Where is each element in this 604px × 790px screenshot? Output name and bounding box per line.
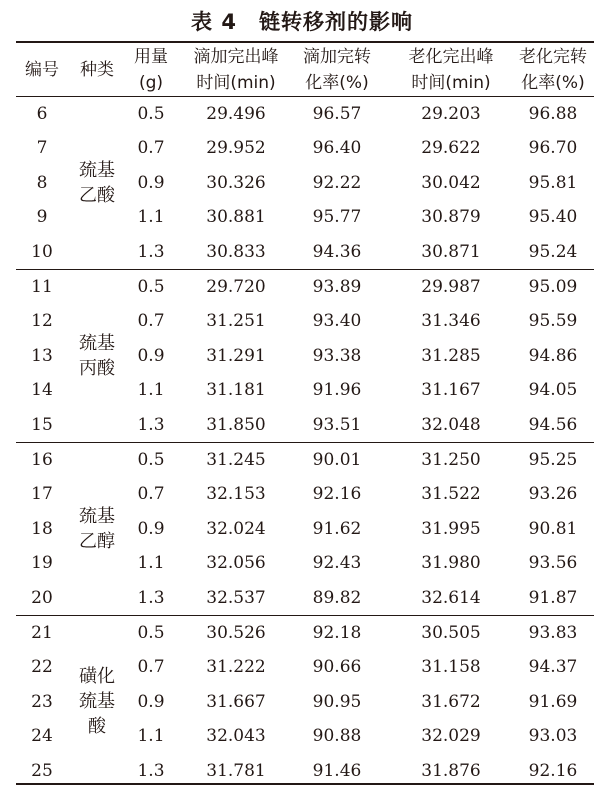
table-cell: 0.5 [137,277,165,297]
table-cell: 1.3 [137,587,165,608]
table-cell: 0.7 [137,484,165,505]
table-cell: 30.326 [206,172,266,193]
row-number: 11 [31,277,53,297]
column-header-unit: 化率(%) [305,73,369,93]
table-cell: 91.46 [312,760,362,781]
table-cell: 31.285 [421,345,481,366]
row-number: 25 [31,760,53,781]
category-label: 乙酸 [79,184,115,206]
table-cell: 1.3 [137,414,165,435]
table-cell: 96.40 [312,138,362,159]
table-cell: 93.03 [528,726,578,747]
table-cell: 31.672 [421,691,481,712]
table-cell: 31.522 [421,484,481,505]
table-cell: 93.89 [312,277,362,297]
row-number: 16 [31,450,53,470]
table-cell: 95.25 [528,450,578,470]
column-header-unit: 时间(min) [196,73,276,93]
table-cell: 1.1 [137,726,165,747]
table-cell: 29.720 [206,277,266,297]
column-header: 滴加完出峰 [193,47,279,67]
table-cell: 29.203 [421,104,481,124]
table-cell: 32.614 [421,587,481,608]
table-cell: 96.70 [528,138,578,159]
category-label: 巯基 [79,332,115,354]
table-cell: 31.250 [421,450,481,470]
row-number: 13 [31,345,53,366]
table-cell: 94.37 [528,657,578,678]
row-number: 20 [31,587,53,608]
table-cell: 31.167 [421,380,481,401]
table-cell: 32.024 [206,518,266,539]
table-cell: 0.7 [137,138,165,159]
row-number: 12 [31,311,53,332]
table-cell: 31.346 [421,311,481,332]
table-cell: 1.1 [137,207,165,228]
table-cell: 0.9 [137,172,165,193]
column-header-unit: 化率(%) [521,73,585,93]
table-cell: 0.9 [137,518,165,539]
table-cell: 0.5 [137,104,165,124]
group-separator [16,442,594,443]
table-cell: 92.43 [312,553,362,574]
table-cell: 32.048 [421,414,481,435]
table-cell: 1.1 [137,553,165,574]
column-header: 滴加完转 [303,47,371,67]
table-cell: 91.96 [312,380,362,401]
column-header: 老化完转 [519,47,587,67]
table-cell: 31.995 [421,518,481,539]
row-number: 6 [36,104,48,124]
row-number: 17 [31,484,53,505]
column-header: 用量 [134,47,168,67]
table-cell: 1.3 [137,241,165,262]
group-separator [16,269,594,270]
row-number: 18 [31,518,53,539]
table-cell: 29.987 [421,277,481,297]
table-cell: 93.40 [312,311,362,332]
row-number: 23 [31,691,53,712]
table-cell: 92.16 [528,760,578,781]
row-number: 9 [36,207,48,228]
category-label: 磺化 [79,666,115,688]
table-cell: 30.526 [206,623,266,643]
table-cell: 89.82 [312,587,362,608]
table-cell: 90.95 [312,691,362,712]
table-title: 表 4 链转移剂的影响 [191,10,413,34]
table-cell: 31.876 [421,760,481,781]
table-cell: 92.16 [312,484,362,505]
table-cell: 0.9 [137,691,165,712]
table-cell: 93.38 [312,345,362,366]
table-cell: 30.833 [206,241,266,262]
table-cell: 31.980 [421,553,481,574]
table-cell: 31.251 [206,311,266,332]
table-cell: 96.88 [528,104,578,124]
table-cell: 31.291 [206,345,266,366]
table-cell: 90.81 [528,518,578,539]
table-cell: 1.3 [137,760,165,781]
column-header: 老化完出峰 [408,47,494,67]
table-cell: 93.51 [312,414,362,435]
table-bottom-rule [16,783,594,785]
row-number: 14 [31,380,53,401]
table-cell: 31.181 [206,380,266,401]
row-number: 21 [31,623,53,643]
table-cell: 0.5 [137,623,165,643]
group-separator [16,96,594,97]
category-label: 丙酸 [79,357,115,379]
table-cell: 31.850 [206,414,266,435]
table-cell: 31.222 [206,657,266,678]
table-cell: 91.62 [312,518,362,539]
table-cell: 0.7 [137,657,165,678]
table-cell: 91.87 [528,587,578,608]
table-cell: 92.18 [312,623,362,643]
category-label: 巯基 [79,159,115,181]
table-cell: 91.69 [528,691,578,712]
table-cell: 0.9 [137,345,165,366]
table-cell: 30.042 [421,172,481,193]
table-top-rule [16,41,594,43]
table-cell: 0.5 [137,450,165,470]
table-cell: 32.537 [206,587,266,608]
group-separator [16,615,594,616]
table-cell: 32.153 [206,484,266,505]
table-cell: 94.36 [312,241,362,262]
table-cell: 32.029 [421,726,481,747]
column-header: 种类 [80,60,114,80]
category-label: 巯基 [79,691,115,713]
table-cell: 94.86 [528,345,578,366]
row-number: 15 [31,414,53,435]
table-cell: 90.66 [312,657,362,678]
table-cell: 90.88 [312,726,362,747]
table-cell: 31.667 [206,691,266,712]
table-cell: 30.871 [421,241,481,262]
table-cell: 32.043 [206,726,266,747]
table-cell: 29.496 [206,104,266,124]
row-number: 22 [31,657,53,678]
column-header-unit: 时间(min) [411,73,491,93]
row-number: 19 [31,553,53,574]
table-cell: 95.40 [528,207,578,228]
table-cell: 31.245 [206,450,266,470]
table-cell: 31.781 [206,760,266,781]
column-header: 编号 [25,60,59,80]
row-number: 7 [36,138,48,159]
table-cell: 30.879 [421,207,481,228]
category-label: 酸 [88,716,106,738]
table-cell: 94.05 [528,380,578,401]
row-number: 10 [31,241,53,262]
table-cell: 93.83 [528,623,578,643]
table-cell: 0.7 [137,311,165,332]
row-number: 8 [36,172,48,193]
category-label: 乙醇 [79,530,115,552]
table-cell: 90.01 [312,450,362,470]
table-cell: 95.77 [312,207,362,228]
category-label: 巯基 [79,505,115,527]
table-cell: 95.59 [528,311,578,332]
column-header-unit: (g) [138,73,164,93]
table-cell: 29.952 [206,138,266,159]
table-cell: 29.622 [421,138,481,159]
table-cell: 32.056 [206,553,266,574]
row-number: 24 [31,726,53,747]
table-cell: 93.26 [528,484,578,505]
table-cell: 92.22 [312,172,362,193]
table-cell: 1.1 [137,380,165,401]
table-cell: 95.09 [528,277,578,297]
table-cell: 30.505 [421,623,481,643]
table-cell: 95.24 [528,241,578,262]
table-cell: 94.56 [528,414,578,435]
table-cell: 31.158 [421,657,481,678]
table-cell: 95.81 [528,172,578,193]
table-cell: 93.56 [528,553,578,574]
table-cell: 96.57 [312,104,362,124]
table-cell: 30.881 [206,207,266,228]
